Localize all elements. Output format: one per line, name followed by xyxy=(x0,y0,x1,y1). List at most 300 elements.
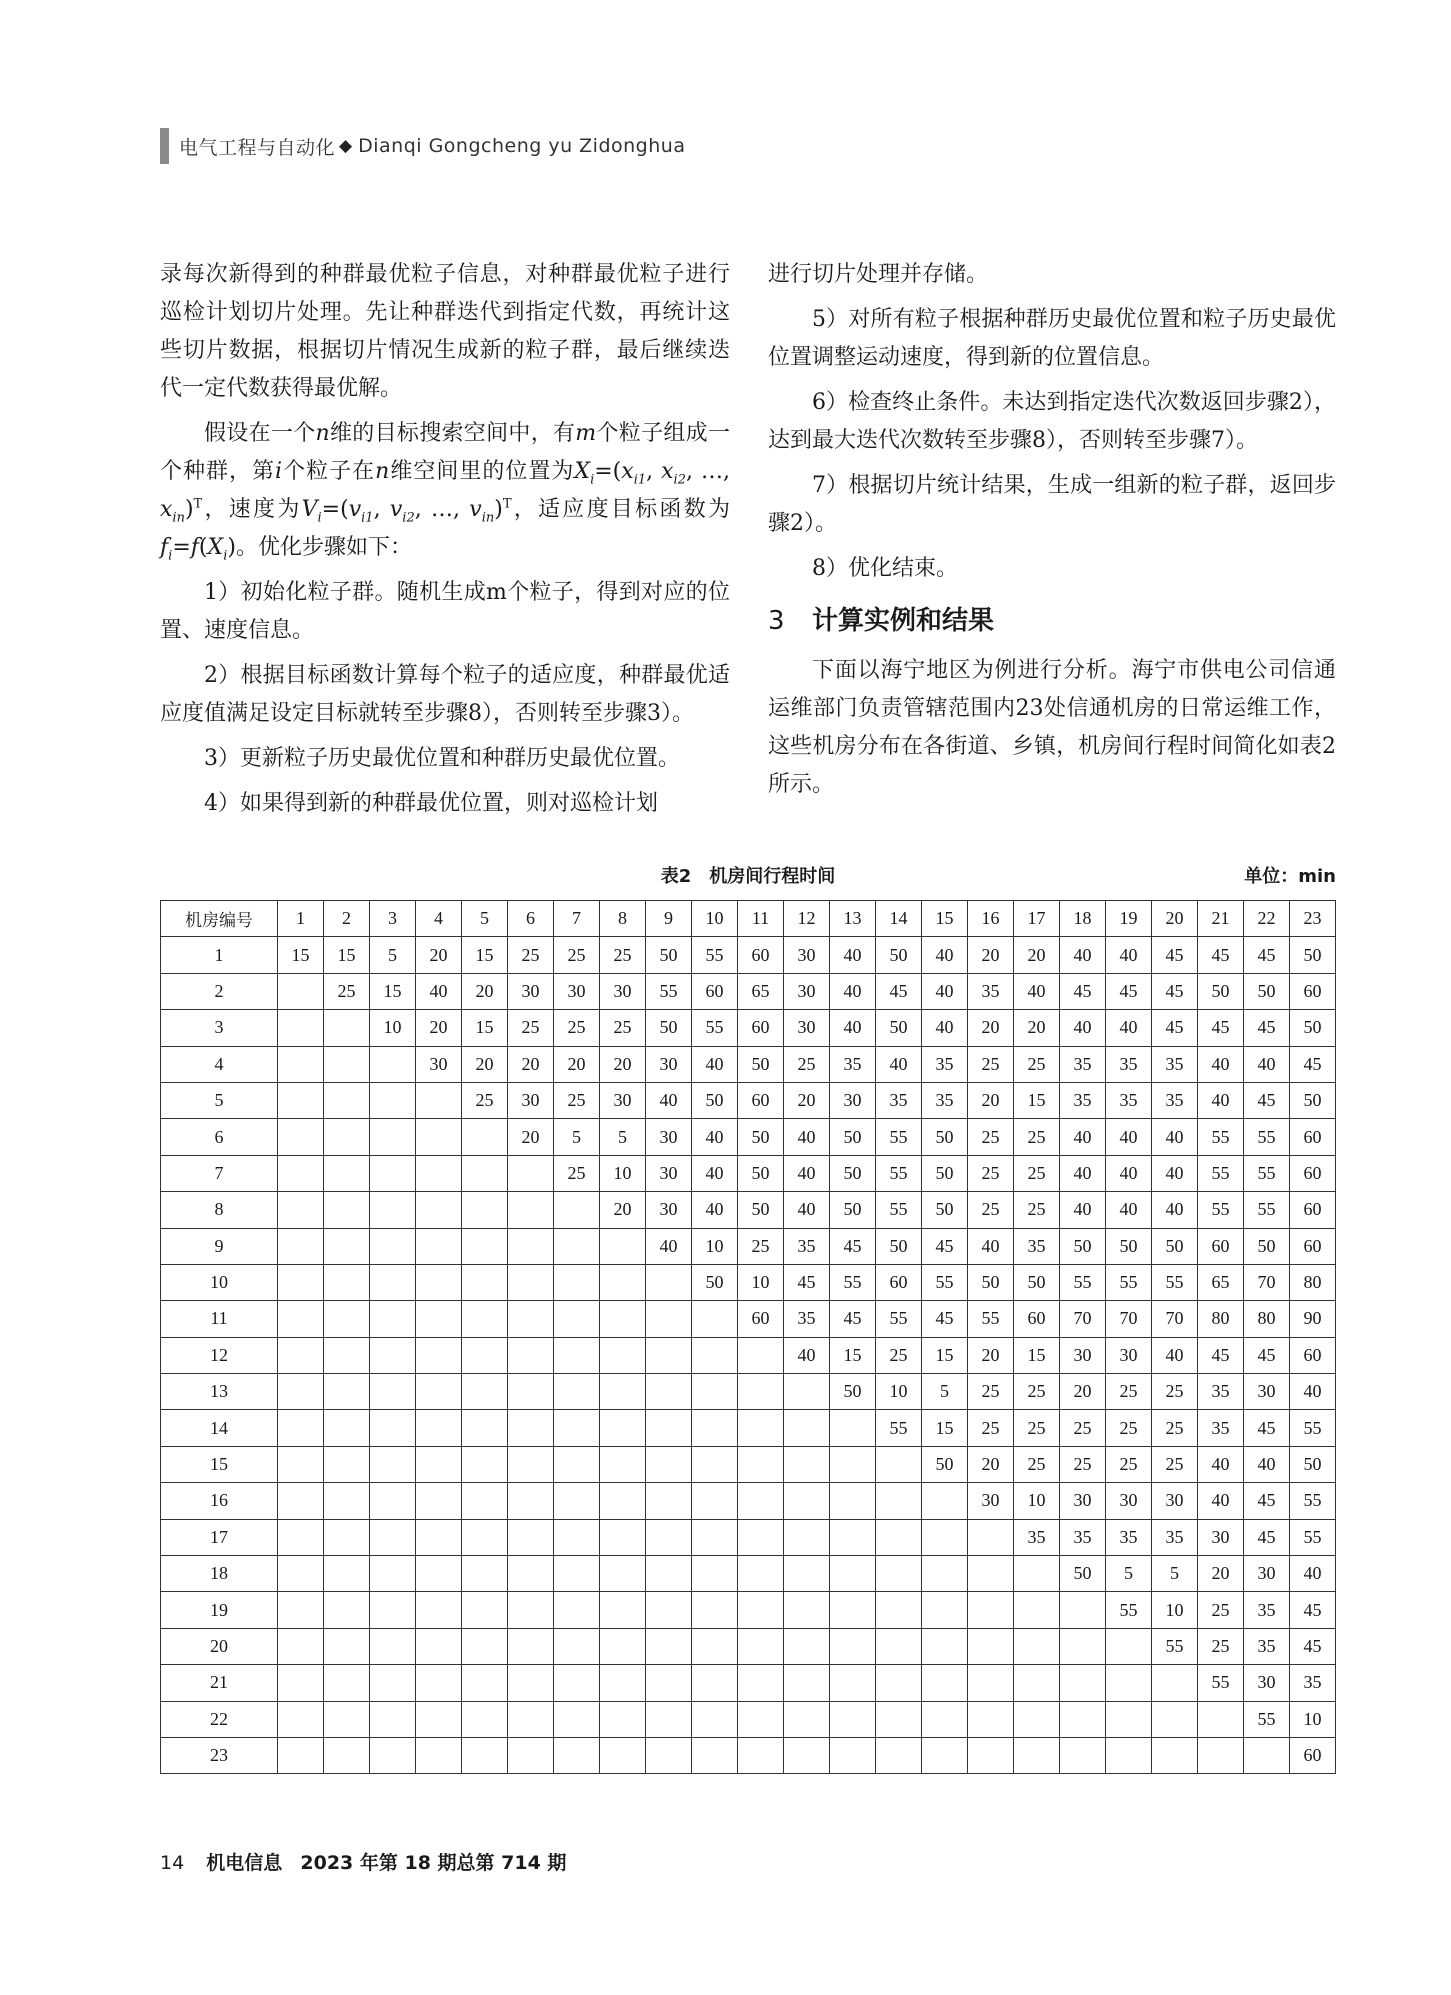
table-cell: 40 xyxy=(1198,1082,1244,1118)
table-cell xyxy=(370,1592,416,1628)
table-cell: 30 xyxy=(600,1082,646,1118)
table-cell xyxy=(830,1701,876,1737)
table-cell xyxy=(692,1737,738,1773)
table-cell: 45 xyxy=(1244,1483,1290,1519)
table-cell xyxy=(646,1264,692,1300)
table-cell: 25 xyxy=(1014,1192,1060,1228)
table-cell xyxy=(462,1556,508,1592)
table-cell: 20 xyxy=(1198,1556,1244,1592)
table-cell xyxy=(692,1665,738,1701)
table-cell xyxy=(784,1701,830,1737)
table-cell: 10 xyxy=(738,1264,784,1300)
table-cell xyxy=(416,1410,462,1446)
table-cell: 60 xyxy=(1290,1192,1336,1228)
table-cell: 40 xyxy=(692,1192,738,1228)
table-cell: 25 xyxy=(600,1010,646,1046)
table-cell: 40 xyxy=(1290,1374,1336,1410)
table-cell: 35 xyxy=(922,1046,968,1082)
table-cell: 35 xyxy=(784,1228,830,1264)
table-cell: 50 xyxy=(738,1119,784,1155)
table-cell xyxy=(508,1737,554,1773)
table-cell xyxy=(600,1228,646,1264)
column-header: 11 xyxy=(738,901,784,937)
table-cell: 40 xyxy=(784,1192,830,1228)
table-cell: 25 xyxy=(1198,1592,1244,1628)
table-cell xyxy=(370,1556,416,1592)
table-cell xyxy=(600,1483,646,1519)
table-cell xyxy=(462,1228,508,1264)
table-cell: 55 xyxy=(968,1301,1014,1337)
paragraph-particle-definition: 假设在一个n维的目标搜索空间中，有m个粒子组成一个种群，第i个粒子在n维空间里的位置为$X_i=(x_{i1}$, $x_{i2}$, …, $x_{in})^T$，速度为$V_i=(v_{i1}$, $v_{i2}$, …, $v_{in})^T$，适应度目标函数为$f_i=f(X_i)$。优化步骤如下： xyxy=(160,421,730,564)
table-cell: 35 xyxy=(1244,1628,1290,1664)
table-cell xyxy=(278,1701,324,1737)
table-cell xyxy=(968,1701,1014,1737)
table-cell xyxy=(370,1374,416,1410)
row-header: 15 xyxy=(161,1446,278,1482)
table-cell xyxy=(876,1556,922,1592)
table-cell xyxy=(692,1483,738,1519)
table-cell xyxy=(416,1701,462,1737)
table-cell: 50 xyxy=(1290,937,1336,973)
table-cell: 55 xyxy=(692,1010,738,1046)
table-cell: 20 xyxy=(554,1046,600,1082)
table-cell: 45 xyxy=(1198,1010,1244,1046)
table-cell xyxy=(922,1483,968,1519)
table-cell xyxy=(1106,1737,1152,1773)
table-cell xyxy=(830,1592,876,1628)
table-cell xyxy=(692,1337,738,1373)
paragraph: 录每次新得到的种群最优粒子信息，对种群最优粒子进行巡检计划切片处理。先让种群迭代到指定代数，再统计这些切片数据，根据切片情况生成新的粒子群，最后继续迭代一定代数获得最优解。 xyxy=(160,262,730,401)
table-cell: 45 xyxy=(876,973,922,1009)
table-cell xyxy=(508,1228,554,1264)
journal-title-cn: 电气工程与自动化 xyxy=(179,136,336,159)
row-header: 2 xyxy=(161,973,278,1009)
table-cell xyxy=(278,1264,324,1300)
table-cell xyxy=(508,1192,554,1228)
table-cell xyxy=(738,1592,784,1628)
table-cell: 25 xyxy=(554,1155,600,1191)
table-cell xyxy=(508,1301,554,1337)
table-cell: 55 xyxy=(1290,1519,1336,1555)
table-cell xyxy=(784,1737,830,1773)
table-cell: 45 xyxy=(922,1301,968,1337)
table-cell: 30 xyxy=(508,1082,554,1118)
table-cell: 70 xyxy=(1060,1301,1106,1337)
table-cell xyxy=(922,1592,968,1628)
step-2: 2）根据目标函数计算每个粒子的适应度，种群最优适应度值满足设定目标就转至步骤8），否则转至步骤3）。 xyxy=(160,663,730,726)
table-cell: 40 xyxy=(1244,1046,1290,1082)
table-cell xyxy=(278,1155,324,1191)
table-cell: 40 xyxy=(968,1228,1014,1264)
table-cell: 40 xyxy=(692,1155,738,1191)
table-cell xyxy=(830,1410,876,1446)
table-cell xyxy=(646,1519,692,1555)
table-cell: 50 xyxy=(922,1192,968,1228)
section-heading xyxy=(768,600,1336,642)
row-header: 16 xyxy=(161,1483,278,1519)
table-cell: 25 xyxy=(1152,1374,1198,1410)
table-cell: 55 xyxy=(1198,1665,1244,1701)
table-header xyxy=(161,901,1336,937)
table-cell: 25 xyxy=(968,1410,1014,1446)
table-cell: 60 xyxy=(1290,1155,1336,1191)
table-cell xyxy=(370,1119,416,1155)
table-cell: 55 xyxy=(876,1301,922,1337)
table-cell xyxy=(324,1556,370,1592)
table-cell: 45 xyxy=(1244,1010,1290,1046)
table-cell xyxy=(1152,1665,1198,1701)
table-cell: 45 xyxy=(1060,973,1106,1009)
row-header: 20 xyxy=(161,1628,278,1664)
table-cell: 15 xyxy=(370,973,416,1009)
table-cell: 50 xyxy=(830,1374,876,1410)
section-title: 计算实例和结果 xyxy=(812,606,995,636)
table-cell: 35 xyxy=(1060,1046,1106,1082)
table-cell xyxy=(1198,1737,1244,1773)
table-cell: 50 xyxy=(738,1155,784,1191)
table-cell: 10 xyxy=(692,1228,738,1264)
table-cell xyxy=(462,1483,508,1519)
table-cell: 40 xyxy=(922,937,968,973)
table-row xyxy=(161,1192,1336,1228)
table-cell: 25 xyxy=(1106,1446,1152,1482)
table-cell xyxy=(830,1556,876,1592)
table-cell xyxy=(784,1592,830,1628)
table-cell: 30 xyxy=(784,1010,830,1046)
table-cell: 50 xyxy=(738,1046,784,1082)
table-cell xyxy=(370,1519,416,1555)
table-cell xyxy=(416,1301,462,1337)
table-cell xyxy=(692,1301,738,1337)
table-cell: 30 xyxy=(968,1483,1014,1519)
table-cell: 40 xyxy=(1060,1192,1106,1228)
table-cell: 25 xyxy=(1152,1410,1198,1446)
table-cell: 60 xyxy=(738,937,784,973)
table-cell: 80 xyxy=(1198,1301,1244,1337)
table-cell xyxy=(278,1337,324,1373)
table-cell: 40 xyxy=(1106,1155,1152,1191)
table-cell xyxy=(554,1665,600,1701)
table-cell xyxy=(876,1628,922,1664)
table-cell: 70 xyxy=(1152,1301,1198,1337)
table-cell: 50 xyxy=(692,1082,738,1118)
table-row xyxy=(161,937,1336,973)
table-cell xyxy=(830,1483,876,1519)
table-cell xyxy=(554,1337,600,1373)
table-cell: 10 xyxy=(1014,1483,1060,1519)
table-cell: 35 xyxy=(1106,1519,1152,1555)
row-header: 6 xyxy=(161,1119,278,1155)
table-cell xyxy=(278,1628,324,1664)
table-cell xyxy=(370,1192,416,1228)
step-1: 1）初始化粒子群。随机生成m个粒子，得到对应的位置、速度信息。 xyxy=(160,580,730,643)
section-number: 3 xyxy=(768,606,785,636)
table-cell xyxy=(922,1556,968,1592)
table-cell xyxy=(324,1410,370,1446)
table-cell xyxy=(462,1446,508,1482)
table-cell xyxy=(416,1374,462,1410)
column-header: 21 xyxy=(1198,901,1244,937)
table-cell xyxy=(508,1592,554,1628)
table-cell: 20 xyxy=(1014,1010,1060,1046)
left-column xyxy=(160,256,730,823)
table-cell xyxy=(692,1519,738,1555)
table-cell: 25 xyxy=(1060,1410,1106,1446)
table-cell: 30 xyxy=(508,973,554,1009)
table-cell xyxy=(462,1192,508,1228)
column-header: 7 xyxy=(554,901,600,937)
table-corner-label: 机房编号 xyxy=(161,901,278,937)
row-header: 17 xyxy=(161,1519,278,1555)
table-cell: 20 xyxy=(600,1192,646,1228)
table-cell xyxy=(370,1483,416,1519)
table-cell xyxy=(370,1737,416,1773)
table-row xyxy=(161,1446,1336,1482)
table-row xyxy=(161,1374,1336,1410)
table-cell xyxy=(324,1010,370,1046)
table-cell xyxy=(416,1264,462,1300)
table-cell: 55 xyxy=(1106,1592,1152,1628)
table-cell: 40 xyxy=(1152,1337,1198,1373)
table-cell: 40 xyxy=(692,1119,738,1155)
table-cell xyxy=(416,1556,462,1592)
table-cell: 15 xyxy=(830,1337,876,1373)
table-cell xyxy=(324,1082,370,1118)
table-cell xyxy=(508,1665,554,1701)
table-cell xyxy=(370,1046,416,1082)
table-cell: 40 xyxy=(1106,1192,1152,1228)
table-cell xyxy=(324,1628,370,1664)
table-cell xyxy=(600,1592,646,1628)
table-cell: 25 xyxy=(968,1155,1014,1191)
paragraph-case-study: 下面以海宁地区为例进行分析。海宁市供电公司信通运维部门负责管辖范围内23处信通机房的日常运维工作，这些机房分布在各街道、乡镇，机房间行程时间简化如表2所示。 xyxy=(768,658,1336,797)
table-cell: 35 xyxy=(1014,1519,1060,1555)
table-cell xyxy=(968,1519,1014,1555)
table-cell xyxy=(324,1665,370,1701)
table-cell xyxy=(554,1701,600,1737)
table-cell: 45 xyxy=(1244,1082,1290,1118)
table-cell xyxy=(1014,1737,1060,1773)
table-cell: 35 xyxy=(1198,1410,1244,1446)
row-header: 11 xyxy=(161,1301,278,1337)
table-cell: 35 xyxy=(1060,1082,1106,1118)
table-cell xyxy=(370,1446,416,1482)
table-cell xyxy=(738,1483,784,1519)
table-cell xyxy=(830,1737,876,1773)
table-cell xyxy=(554,1737,600,1773)
table-cell: 60 xyxy=(738,1010,784,1046)
table-cell: 50 xyxy=(692,1264,738,1300)
table-cell xyxy=(738,1410,784,1446)
table-cell: 60 xyxy=(1290,1228,1336,1264)
table-cell: 50 xyxy=(922,1119,968,1155)
table-cell: 35 xyxy=(1244,1592,1290,1628)
step-4: 4）如果得到新的种群最优位置，则对巡检计划 xyxy=(204,791,658,816)
table-cell xyxy=(646,1337,692,1373)
table-cell: 45 xyxy=(1106,973,1152,1009)
table-cell xyxy=(324,1446,370,1482)
table-cell xyxy=(278,1010,324,1046)
table-cell xyxy=(462,1119,508,1155)
table-cell: 55 xyxy=(1244,1155,1290,1191)
table-cell xyxy=(554,1519,600,1555)
column-header: 14 xyxy=(876,901,922,937)
table-cell: 30 xyxy=(1244,1556,1290,1592)
travel-time-table xyxy=(160,900,1336,1774)
table-cell: 35 xyxy=(876,1082,922,1118)
table-cell: 5 xyxy=(554,1119,600,1155)
table-cell xyxy=(416,1337,462,1373)
column-header: 22 xyxy=(1244,901,1290,937)
table-cell xyxy=(922,1701,968,1737)
table-cell xyxy=(692,1446,738,1482)
table-cell xyxy=(830,1628,876,1664)
table-cell: 20 xyxy=(784,1082,830,1118)
row-header: 7 xyxy=(161,1155,278,1191)
table-cell xyxy=(968,1737,1014,1773)
column-header: 5 xyxy=(462,901,508,937)
table-cell xyxy=(278,1192,324,1228)
step-3: 3）更新粒子历史最优位置和种群历史最优位置。 xyxy=(204,746,680,771)
table-cell: 45 xyxy=(1152,1010,1198,1046)
table-cell xyxy=(324,1701,370,1737)
table-cell: 40 xyxy=(1244,1446,1290,1482)
table-cell: 20 xyxy=(968,937,1014,973)
table-cell: 30 xyxy=(416,1046,462,1082)
table-cell xyxy=(646,1592,692,1628)
table-cell xyxy=(554,1446,600,1482)
table-cell xyxy=(968,1665,1014,1701)
table-cell: 45 xyxy=(922,1228,968,1264)
table-row xyxy=(161,1119,1336,1155)
table-cell xyxy=(1014,1665,1060,1701)
table-cell: 40 xyxy=(1060,1010,1106,1046)
table-cell: 35 xyxy=(1290,1665,1336,1701)
table-cell xyxy=(416,1483,462,1519)
table-cell xyxy=(876,1665,922,1701)
table-cell: 55 xyxy=(876,1410,922,1446)
table-cell xyxy=(462,1592,508,1628)
column-header: 15 xyxy=(922,901,968,937)
column-header: 4 xyxy=(416,901,462,937)
table-cell: 25 xyxy=(554,1082,600,1118)
table-cell xyxy=(370,1082,416,1118)
column-header: 23 xyxy=(1290,901,1336,937)
table-cell xyxy=(600,1665,646,1701)
magazine-name: 机电信息 xyxy=(206,1852,283,1874)
table-cell: 55 xyxy=(1198,1155,1244,1191)
table-cell xyxy=(1106,1628,1152,1664)
table-caption: 表2 机房间行程时间 xyxy=(660,866,836,887)
table-cell: 65 xyxy=(1198,1264,1244,1300)
table-cell: 40 xyxy=(876,1046,922,1082)
column-header: 19 xyxy=(1106,901,1152,937)
table-cell: 25 xyxy=(462,1082,508,1118)
table-cell: 80 xyxy=(1290,1264,1336,1300)
table-cell: 20 xyxy=(968,1337,1014,1373)
table-cell xyxy=(968,1628,1014,1664)
table-cell: 35 xyxy=(830,1046,876,1082)
column-header: 20 xyxy=(1152,901,1198,937)
table-cell: 50 xyxy=(1290,1010,1336,1046)
table-cell xyxy=(324,1483,370,1519)
row-header: 9 xyxy=(161,1228,278,1264)
table-cell xyxy=(416,1519,462,1555)
table-cell: 50 xyxy=(968,1264,1014,1300)
table-cell: 20 xyxy=(416,1010,462,1046)
table-cell: 50 xyxy=(876,937,922,973)
table-cell xyxy=(554,1228,600,1264)
table-cell xyxy=(278,1046,324,1082)
table-cell: 50 xyxy=(1152,1228,1198,1264)
step-6: 6）检查终止条件。未达到指定迭代次数返回步骤2），达到最大迭代次数转至步骤8），否则转至步骤7）。 xyxy=(768,390,1336,453)
table-cell xyxy=(416,1082,462,1118)
row-header: 3 xyxy=(161,1010,278,1046)
table-cell: 55 xyxy=(830,1264,876,1300)
table-cell: 30 xyxy=(600,973,646,1009)
table-cell: 10 xyxy=(1152,1592,1198,1628)
table-cell xyxy=(600,1519,646,1555)
table-cell xyxy=(278,1119,324,1155)
row-header: 10 xyxy=(161,1264,278,1300)
table-cell: 25 xyxy=(1060,1446,1106,1482)
table-cell xyxy=(646,1374,692,1410)
table-cell xyxy=(1014,1628,1060,1664)
table-cell xyxy=(508,1337,554,1373)
table-cell: 15 xyxy=(1014,1082,1060,1118)
table-cell: 60 xyxy=(876,1264,922,1300)
table-cell xyxy=(600,1628,646,1664)
table-cell xyxy=(370,1264,416,1300)
table-cell xyxy=(1060,1628,1106,1664)
table-cell xyxy=(416,1592,462,1628)
table-cell xyxy=(1244,1737,1290,1773)
table-cell: 20 xyxy=(508,1119,554,1155)
table-cell: 50 xyxy=(646,1010,692,1046)
table-cell: 15 xyxy=(278,937,324,973)
table-cell: 45 xyxy=(1290,1628,1336,1664)
table-cell: 35 xyxy=(1014,1228,1060,1264)
table-cell: 35 xyxy=(968,973,1014,1009)
table-cell: 40 xyxy=(1152,1192,1198,1228)
table-cell xyxy=(968,1556,1014,1592)
table-cell xyxy=(738,1337,784,1373)
table-cell xyxy=(462,1628,508,1664)
table-cell: 50 xyxy=(1244,1228,1290,1264)
column-header: 3 xyxy=(370,901,416,937)
table-cell: 40 xyxy=(1060,1155,1106,1191)
table-cell xyxy=(738,1519,784,1555)
table-unit: 单位：min xyxy=(1244,866,1336,887)
table-cell: 70 xyxy=(1244,1264,1290,1300)
table-cell: 45 xyxy=(1198,1337,1244,1373)
column-header: 2 xyxy=(324,901,370,937)
row-header: 12 xyxy=(161,1337,278,1373)
table-cell xyxy=(646,1556,692,1592)
table-cell: 45 xyxy=(784,1264,830,1300)
table-cell xyxy=(876,1592,922,1628)
table-cell: 45 xyxy=(1244,1410,1290,1446)
table-cell: 60 xyxy=(1014,1301,1060,1337)
table-row xyxy=(161,1155,1336,1191)
table-cell: 15 xyxy=(462,1010,508,1046)
table-cell xyxy=(600,1737,646,1773)
table-cell: 10 xyxy=(600,1155,646,1191)
table-cell: 25 xyxy=(968,1192,1014,1228)
table-cell xyxy=(324,1592,370,1628)
table-cell: 50 xyxy=(1290,1082,1336,1118)
table-cell: 30 xyxy=(1198,1519,1244,1555)
